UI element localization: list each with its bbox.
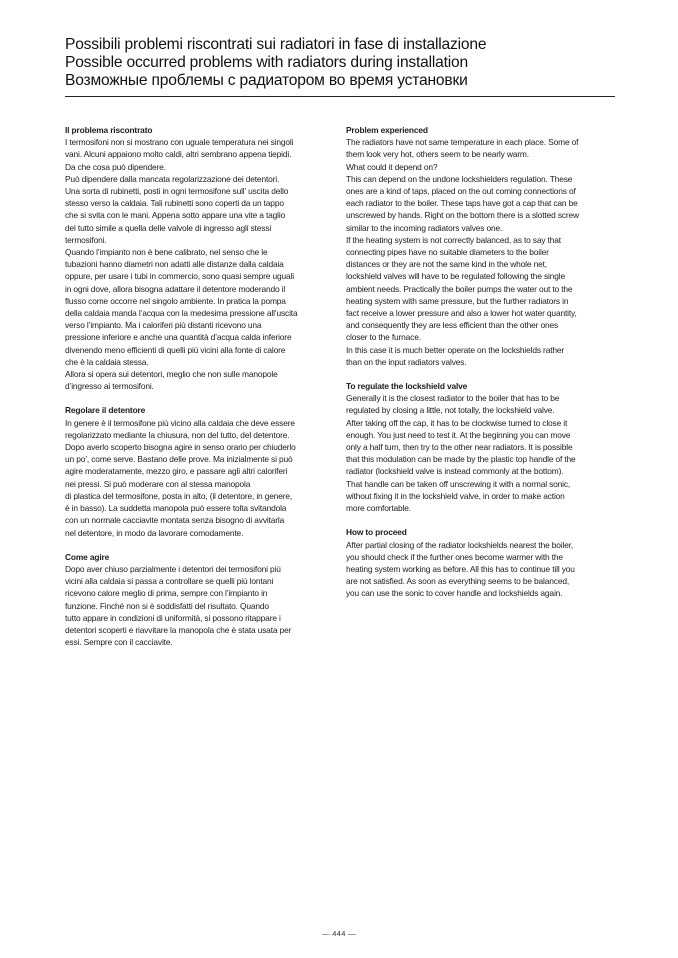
section-regolare <box>65 404 333 538</box>
section-body: Dopo aver chiuso parzialmente i detentori dei termosifoni più vicini alla caldaia si passa a controllare se quelli più lontani ricevono calore meglio di prima, sempre con l’impianto in funzione. Finché non si è soddisfatti del risultato. Quando tutto appare in condizioni di uniformità, si possono ritappare i detentori scoperti e riavvitare la manopola che è stata usata per essi. Sempre con il cacciavite. <box>65 563 292 648</box>
title-english: Possible occurred problems with radiators during installation <box>65 54 468 71</box>
title-russian: Возможные проблемы с радиатором во время установки <box>65 72 468 89</box>
section-body: The radiators have not same temperature in each place. Some of them look very hot, others seem to be nearly warm. What could it depend on? This can depend on the undone lockshielders regulation. These ones are a kind of taps, placed on the out coming connections of each radiator to the boiler. These taps have got a cap that can be unscrewed by hands. Right on the bottom there is a slotted screw similar to the incoming radiators valves one. If the heating system is not correctly balanced, as to say that connecting pipes have no suitable diameters to the boiler distances or they are not the same kind in the whole net, lockshield valves will have to be regulated following the single ambient needs. Practically the boiler pumps the water out to the heating system with same pressure, but the further radiators in fact receive a lower pressure and also a lower hot water quantity, and consequently they are less efficient than the other ones closer to the furnace. In this case it is much better operate on the lockshields rather than on the input radiators valves. <box>346 137 579 367</box>
section-body: In genere è il termosifone più vicino alla caldaia che deve essere regolarizzato mediante la chiusura, non del tutto, del detentore. Dopo averlo scoperto bisogna agire in senso orario per chiuderlo un po’, come serve. Bastano delle prove. Ma inizialmente si può agire moderatamente, mezzo giro, e passare agli altri caloriferi nei pressi. Si può moderare con al stessa manopola di plastica del termosifone, posta in alto, (il detentore, in genere, è in basso). La suddetta manopola può essere tolta svitandola con un normale cacciavite montata senza bisogno di avvitarla nel detentore, in modo da lavorare comodamente. <box>65 417 296 538</box>
section-problem <box>346 124 616 368</box>
section-heading: Regolare il detentore <box>65 405 146 416</box>
english-column <box>346 124 616 612</box>
section-heading: Problem experienced <box>346 125 428 135</box>
section-heading: Come agire <box>65 551 110 562</box>
section-body: Generally it is the closest radiator to the boiler that has to be regulated by closing a little, not totally, the lockshield valve. After taking off the cap, it has to be clockwise turned to close it enough. You just need to test it. At the beginning you can move only a half turn, then try to the other near radiators. It is possible that this modulation can be made by the plastic top handle of the radiator (lockshield valve is instead commonly at the bottom). That handle can be taken off unscrewing it with a normal sonic, without fixing it in the lockshield valve, in order to make action more comfortable. <box>346 393 576 514</box>
section-heading: To regulate the lockshield valve <box>346 381 468 392</box>
page-header <box>65 36 615 90</box>
section-body: After partial closing of the radiator lockshields nearest the boiler, you should check if the further ones become warmer with the heating system working as before. All this has to continue till you are not satisfied. As soon as everything seems to be balanced, you can use the sonic to cover handle and lockshields again. <box>346 539 575 599</box>
italian-column <box>65 124 333 660</box>
title-italian: Possibili problemi riscontrati sui radiatori in fase di installazione <box>65 36 487 53</box>
section-body: I termosifoni non si mostrano con uguale temperatura nei singoli vani. Alcuni appaiono molto caldi, altri sembrano appena tiepidi. Da che cosa può dipendere. Può dipendere dalla mancata regolarizzazione dei detentori. Una sorta di rubinetti, posti in ogni termosifone sull’ uscita dello stesso verso la caldaia. Tali rubinetti sono coperti da un tappo che si svita con le mani. Appena sotto appare una vite a taglio del tutto simile a quella delle valvole di ingresso agli stessi termosifoni. Quando l’impianto non è bene calibrato, nel senso che le tubazioni hanno diametri non adatti alle distanze dalla caldaia oppure, per usare i tubi in commercio, sono quasi sempre uguali in ogni dove, allora bisogna adattare il detentore moderando il flusso come occorre nel singolo ambiente. In pratica la pompa della caldaia manda l’acqua con la medesima pressione all’uscita verso l’impianto. Ma i caloriferi più distanti ricevono una pressione inferiore e anche una quantità d’acqua calda inferiore divenendo meno efficienti di quelli più vicini alla fonte di calore che è la caldaia stessa. Allora si opera sui detentori, meglio che non sulle manopole d’ingresso ai termosifoni. <box>65 137 298 392</box>
header-divider <box>65 96 615 97</box>
section-proceed <box>346 526 616 599</box>
section-heading: Il problema riscontrato <box>65 125 153 135</box>
section-problema <box>65 124 333 392</box>
page-number: — 444 — <box>322 929 356 938</box>
section-come-agire <box>65 551 333 649</box>
section-heading: How to proceed <box>346 527 407 538</box>
section-regulate <box>346 380 616 514</box>
